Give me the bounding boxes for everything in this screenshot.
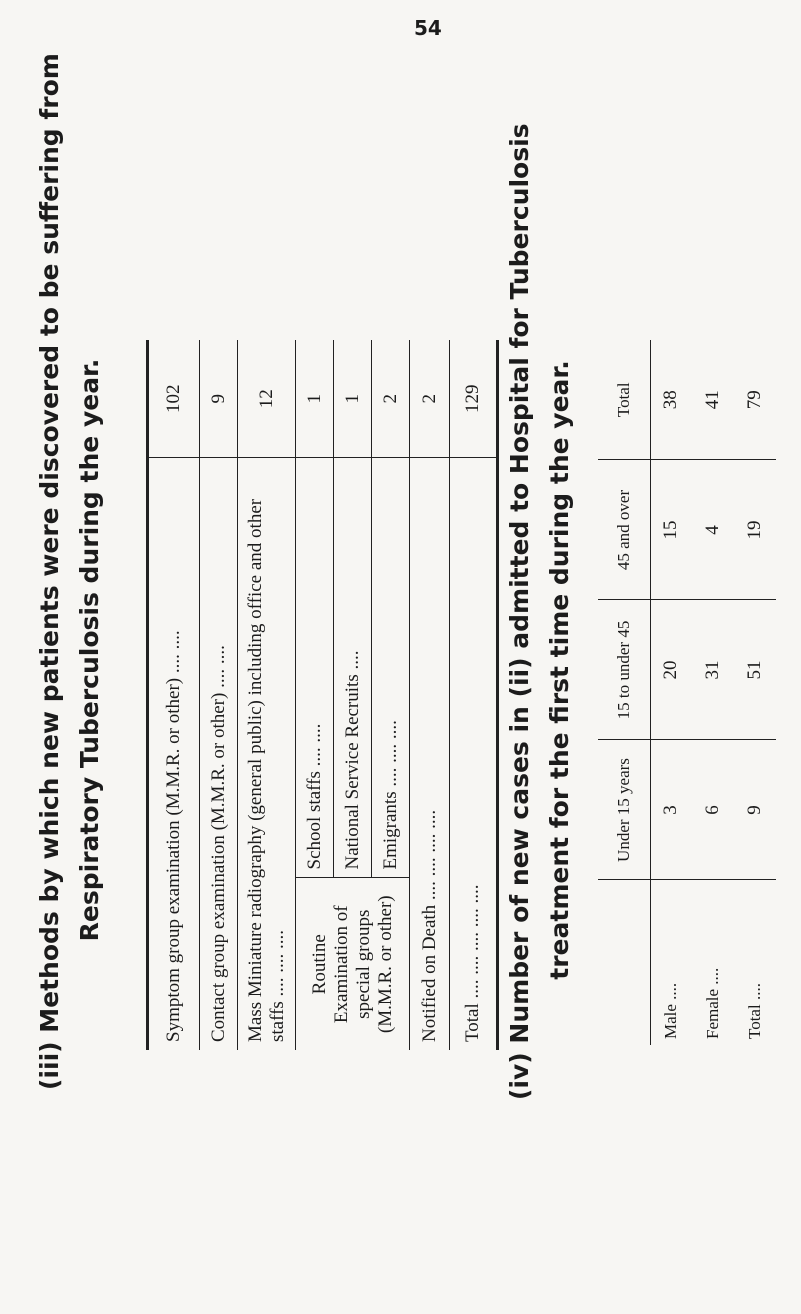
table-row: [410, 340, 450, 1050]
table-row-total: [734, 340, 776, 1045]
cell: 20: [650, 600, 692, 740]
row-label: Contact group examination (M.M.R. or other) .... ....: [200, 458, 238, 1050]
table-row: [238, 340, 296, 1050]
page-number: 54: [414, 16, 442, 40]
row-label: Female ....: [703, 967, 722, 1039]
col-header-under-15: Under 15 years: [598, 740, 650, 880]
cell: 79: [734, 340, 776, 460]
row-value: 9: [200, 340, 238, 458]
row-value: 1: [296, 340, 334, 458]
section-iii-heading-line2: Respiratory Tuberculosis during the year.: [75, 358, 104, 942]
row-label: Symptom group examination (M.M.R. or other) .... ....: [148, 458, 200, 1050]
section-iv-heading: [500, 123, 580, 1100]
cell: 6: [692, 740, 734, 880]
methods-table: [146, 340, 496, 1050]
table-row-male: [650, 340, 692, 1045]
section-iii-heading-line1: (iii) Methods by which new patients were discovered to be suffering from: [35, 53, 64, 1090]
section-iv-heading-line2: treatment for the first time during the year.: [545, 360, 574, 980]
cell: 19: [734, 460, 776, 600]
section-iv-heading-line1: (iv) Number of new cases in (ii) admitted to Hospital for Tuberculosis: [505, 123, 534, 1100]
cell: 41: [692, 340, 734, 460]
row-label: Total .... .... .... .... ....: [450, 458, 498, 1050]
row-label: Total ....: [745, 983, 764, 1039]
row-label: Emigrants .... .... ....: [372, 458, 410, 878]
admissions-table: [598, 340, 776, 1045]
col-header-blank: [598, 880, 650, 1045]
row-value: 2: [372, 340, 410, 458]
row-label: Notified on Death .... .... .... ....: [410, 458, 450, 1050]
row-label: Male ....: [661, 982, 681, 1039]
routine-examination-group: Routine Examination of special groups (M.M.R. or other): [296, 878, 410, 1050]
cell: 3: [650, 740, 692, 880]
col-header-45-over: 45 and over: [598, 460, 650, 600]
row-value: 129: [450, 340, 498, 458]
cell: 15: [650, 460, 692, 600]
cell: 4: [692, 460, 734, 600]
table-row-female: [692, 340, 734, 1045]
row-value: 102: [148, 340, 200, 458]
row-label: School staffs .... ....: [296, 458, 334, 878]
table-row-total: [450, 340, 498, 1050]
row-label: National Service Recruits ....: [334, 458, 372, 878]
cell: 38: [650, 340, 692, 460]
row-label: Mass Miniature radiography (general public) including office and other staffs .... .... ....: [238, 458, 296, 1050]
section-iii-heading: [30, 53, 110, 1090]
cell: 51: [734, 600, 776, 740]
table-row: [148, 340, 200, 1050]
col-header-total: Total: [598, 340, 650, 460]
cell: 9: [734, 740, 776, 880]
col-header-15-to-45: 15 to under 45: [598, 600, 650, 740]
row-value: 1: [334, 340, 372, 458]
row-value: 12: [238, 340, 296, 458]
table-row: [200, 340, 238, 1050]
row-value: 2: [410, 340, 450, 458]
table-row: [296, 340, 334, 1050]
header-row: [598, 340, 650, 1045]
cell: 31: [692, 600, 734, 740]
